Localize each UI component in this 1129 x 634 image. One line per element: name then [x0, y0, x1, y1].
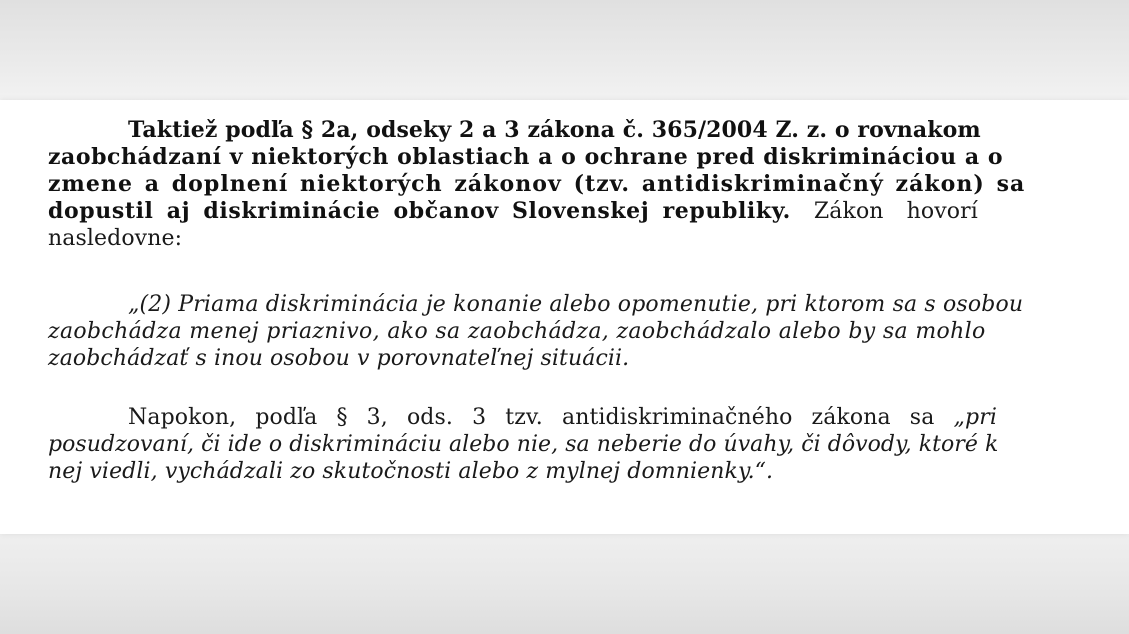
- bottom-background-band: [0, 534, 1129, 634]
- paragraph-1-line-4-bold: dopustil aj diskriminácie občanov Slovenskej republiky.: [48, 198, 791, 224]
- document-page: [0, 100, 1129, 534]
- paragraph-3-line-1-normal: Napokon, podľa § 3, ods. 3 tzv. antidiskriminačného zákona sa: [128, 405, 954, 430]
- paragraph-1-line-1: Taktiež podľa § 2a, odseky 2 a 3 zákona č. 365/2004 Z. z. o rovnakom: [128, 117, 981, 143]
- top-background-band: [0, 0, 1129, 100]
- paragraph-1-line-4: [48, 198, 978, 225]
- paragraph-3-line-1: [48, 404, 997, 431]
- paragraph-3-line-2: posudzovaní, či ide o diskrimináciu alebo nie, sa neberie do úvahy, či dôvody, ktoré k: [48, 432, 999, 457]
- paragraph-1-line-4-tail: Zákon hovorí: [790, 199, 978, 224]
- paragraph-3-line-3: nej viedli, vychádzali zo skutočnosti alebo z mylnej domnienky.“.: [48, 459, 774, 484]
- paragraph-2-quote: [48, 291, 1092, 372]
- paragraph-1: [48, 117, 1092, 252]
- paragraph-1-line-5: nasledovne:: [48, 226, 183, 251]
- paragraph-3: [48, 404, 1092, 485]
- paragraph-1-line-2: zaobchádzaní v niektorých oblastiach a o ochrane pred diskrimináciou a o: [48, 144, 1004, 170]
- paragraph-3-line-1-italic: „pri: [953, 405, 997, 430]
- paragraph-2-line-2: zaobchádza menej priaznivo, ako sa zaobchádza, zaobchádzalo alebo by sa mohlo: [48, 319, 986, 344]
- paragraph-2-line-1: „(2) Priama diskriminácia je konanie alebo opomenutie, pri ktorom sa s osobou: [128, 292, 1024, 317]
- paragraph-1-line-3: zmene a doplnení niektorých zákonov (tzv. antidiskriminačný zákon) sa: [48, 171, 1026, 197]
- paragraph-2-line-3: zaobchádzať s inou osobou v porovnateľnej situácii.: [48, 346, 630, 371]
